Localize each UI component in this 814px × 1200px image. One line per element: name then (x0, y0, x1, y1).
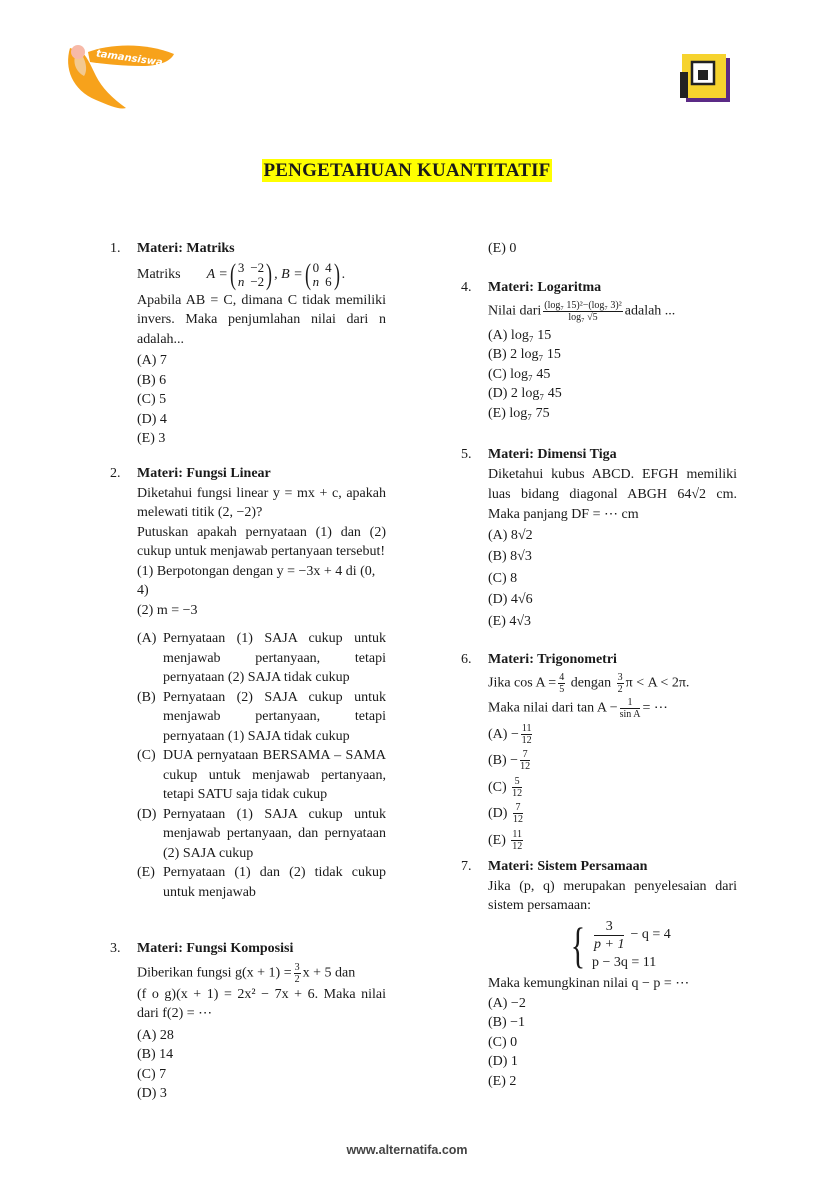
question-topic: Materi: Sistem Persamaan (488, 859, 648, 874)
fraction: $\frac{\text{(log₇ 15)²−(log₇ 3)²}}{\text{log₇ √5}}$ (544, 299, 622, 323)
option-text: Pernyataan (1) SAJA cukup untuk menjawab pertanyaan, tetapi pernyataan (2) SAJA tidak cukup (163, 631, 386, 685)
alternatifa-logo (676, 50, 736, 106)
fraction: $\frac{11}{12}$ (521, 722, 532, 746)
option[interactable]: (C) $\frac{5}{12}$ (488, 775, 523, 799)
option[interactable]: (C) 7 (137, 1066, 167, 1082)
text: π < A < 2π. (625, 675, 690, 691)
option[interactable]: (E) 3 (137, 431, 166, 446)
option[interactable]: (D) $\frac{7}{12}$ (488, 802, 523, 826)
option[interactable]: (C) 8 (488, 570, 518, 586)
matrix-cell: n (237, 273, 245, 289)
tamansiswa-logo-text: tamansiswa (95, 48, 164, 69)
matrix-b-label: , B = (274, 266, 303, 282)
text: dengan (567, 675, 612, 691)
option[interactable]: (D) 3 (137, 1086, 167, 1101)
option-label: (B) (137, 689, 156, 705)
option[interactable]: (A) 7 (137, 353, 167, 368)
option[interactable]: (B) −1 (488, 1015, 526, 1030)
text: x + 5 dan (302, 965, 356, 981)
question-text: Diketahui kubus ABCD. EFGH memiliki luas bidang diagonal ABGH 64√2 cm. Maka panjang DF = ⋯ cm (488, 466, 737, 522)
fraction: $\frac{1}{\text{sin A}}$ (619, 696, 641, 720)
text: Matriks (137, 266, 181, 282)
statement-2: (2) m = −3 (137, 602, 198, 618)
option[interactable]: (E) 4√3 (488, 613, 532, 629)
matrix-cell: 0 (312, 259, 320, 275)
fraction: $\frac{3}{2}$ (294, 961, 300, 985)
question-number: 5. (461, 447, 472, 462)
question-text (488, 300, 737, 323)
footer-url: www.alternatifa.com (346, 1143, 468, 1157)
text: = ⋯ (642, 700, 668, 716)
text: Diberikan fungsi g(x + 1) = (137, 965, 292, 981)
fraction: $\frac{5}{12}$ (512, 775, 523, 799)
option[interactable]: (A) − $\frac{11}{12}$ (488, 722, 532, 746)
question-topic: Materi: Matriks (137, 241, 235, 256)
question-5 (461, 445, 737, 632)
option[interactable] (137, 746, 386, 805)
question-text (488, 672, 737, 695)
option-label: (A) (137, 631, 157, 646)
matrix-cell: 6 (325, 273, 332, 289)
option-text: Pernyataan (1) SAJA cukup untuk menjawab pertanyaan, dan pernyataan (2) SAJA cukup (163, 806, 386, 861)
question-4 (461, 278, 737, 423)
option-label: (E) (137, 865, 155, 880)
option[interactable]: (E) 0 (488, 241, 517, 256)
matrix-line: Matriks A = ( 3 −2 n −2 ) , B = ( 0 4 n 6 ) . (137, 257, 346, 291)
option[interactable] (137, 863, 386, 902)
option[interactable]: (E) 2 (488, 1073, 517, 1089)
question-number: 7. (461, 859, 472, 874)
matrix-a-label: A = (206, 266, 228, 282)
equation-2: p − 3q = 11 (592, 954, 657, 970)
matrix-cell: −2 (250, 259, 265, 275)
question-text: Maka kemungkinan nilai q − p = ⋯ (488, 976, 690, 991)
question-topic: Materi: Dimensi Tiga (488, 447, 617, 462)
question-topic: Materi: Trigonometri (488, 652, 617, 667)
option-text: DUA pernyataan BERSAMA – SAMA cukup untuk menjawab pertanyaan, tetapi SATU saja tidak cukup (163, 748, 386, 802)
option-text: Pernyataan (1) dan (2) tidak cukup untuk menjawab (163, 865, 386, 900)
option-label: (D) (137, 806, 157, 822)
fraction: $\frac{3}{p + 1}$ (594, 918, 625, 952)
text: Nilai dari (488, 303, 542, 319)
question-topic: Materi: Fungsi Komposisi (137, 941, 294, 956)
matrix-cell: −2 (250, 273, 265, 289)
question-topic: Materi: Fungsi Linear (137, 466, 271, 481)
page-title (0, 160, 814, 182)
matrix-cell: n (312, 273, 320, 289)
question-2 (110, 464, 386, 902)
question-text (137, 962, 386, 985)
option[interactable]: (D) 4√6 (488, 592, 533, 607)
matrix-b: ( 0 4 n 6 ) (304, 257, 340, 291)
question-text: Putuskan apakah pernyataan (1) dan (2) cukup untuk menjawab pertanyaan tersebut! (137, 524, 386, 559)
fraction: $\frac{3}{2}$ (617, 671, 623, 695)
question-topic: Materi: Logaritma (488, 280, 602, 295)
question-text: Apabila AB = C, dimana C tidak memiliki invers. Maka penjumlahan nilai dari n adalah... (137, 292, 386, 347)
option[interactable]: (E) log₇ 75 (488, 405, 550, 421)
option[interactable]: (A) 8√2 (488, 527, 533, 543)
fraction: $\frac{11}{12}$ (512, 828, 523, 852)
question-6 (461, 650, 737, 854)
question-number: 1. (110, 241, 121, 256)
option[interactable] (137, 629, 386, 688)
question-text: Jika (p, q) merupakan penyelesaian dari sistem persamaan: (488, 878, 737, 913)
text: Jika cos A = (488, 675, 557, 691)
option[interactable]: (D) 2 log₇ 45 (488, 386, 562, 401)
option[interactable] (137, 805, 386, 864)
option-text: Pernyataan (2) SAJA cukup untuk menjawab pertanyaan, tetapi pernyataan (1) SAJA tidak cukup (163, 689, 386, 744)
question-3-continued (488, 239, 516, 259)
question-text: Diketahui fungsi linear y = mx + c, apakah melewati titik (2, −2)? (137, 485, 386, 520)
option[interactable]: (C) 0 (488, 1034, 518, 1050)
question-number: 6. (461, 652, 472, 667)
question-number: 2. (110, 466, 121, 481)
matrix-cell: 4 (325, 259, 332, 275)
text: Maka nilai dari tan A − (488, 700, 618, 716)
question-number: 4. (461, 280, 472, 295)
option[interactable]: (D) 4 (137, 411, 167, 427)
option[interactable]: (D) 1 (488, 1054, 518, 1069)
question-7 (461, 857, 737, 1091)
equation-1: − q = 4 (630, 927, 671, 943)
option[interactable]: (B) 2 log₇ 15 (488, 347, 561, 362)
question-number: 3. (110, 941, 121, 956)
matrix-cell: 3 (237, 259, 245, 275)
tamansiswa-logo (62, 40, 180, 112)
equation-system: { $\frac{3}{p + 1}$ − q = 4 p − 3q = 11 (570, 916, 671, 973)
option[interactable]: (C) log₇ 45 (488, 366, 551, 382)
option[interactable]: (A) −2 (488, 995, 526, 1011)
option[interactable]: (B) − $\frac{7}{12}$ (488, 749, 531, 773)
fraction: $\frac{4}{5}$ (559, 671, 565, 695)
option[interactable]: (A) 28 (137, 1027, 174, 1043)
fraction: $\frac{7}{12}$ (512, 802, 523, 826)
text: adalah ... (624, 303, 676, 319)
option[interactable]: (A) log₇ 15 (488, 327, 552, 343)
option[interactable]: (C) 5 (137, 392, 167, 407)
option-label: (C) (137, 748, 156, 763)
question-1 (110, 239, 386, 449)
option[interactable]: (B) 14 (137, 1047, 174, 1062)
matrix-a: ( 3 −2 n −2 ) (229, 257, 273, 291)
option[interactable]: (B) 8√3 (488, 549, 532, 564)
option[interactable]: (E) $\frac{11}{12}$ (488, 828, 523, 852)
question-3 (110, 939, 386, 1104)
option[interactable]: (B) 6 (137, 372, 167, 388)
fraction: $\frac{7}{12}$ (520, 749, 531, 773)
option[interactable] (137, 688, 386, 747)
question-text (488, 697, 737, 720)
page-title-text: PENGETAHUAN KUANTITATIF (263, 160, 551, 181)
statement-1: (1) Berpotongan dengan y = −3x + 4 di (0, 4) (137, 563, 376, 598)
question-text: (f o g)(x + 1) = 2x² − 7x + 6. Maka nilai dari f(2) = ⋯ (137, 986, 386, 1021)
